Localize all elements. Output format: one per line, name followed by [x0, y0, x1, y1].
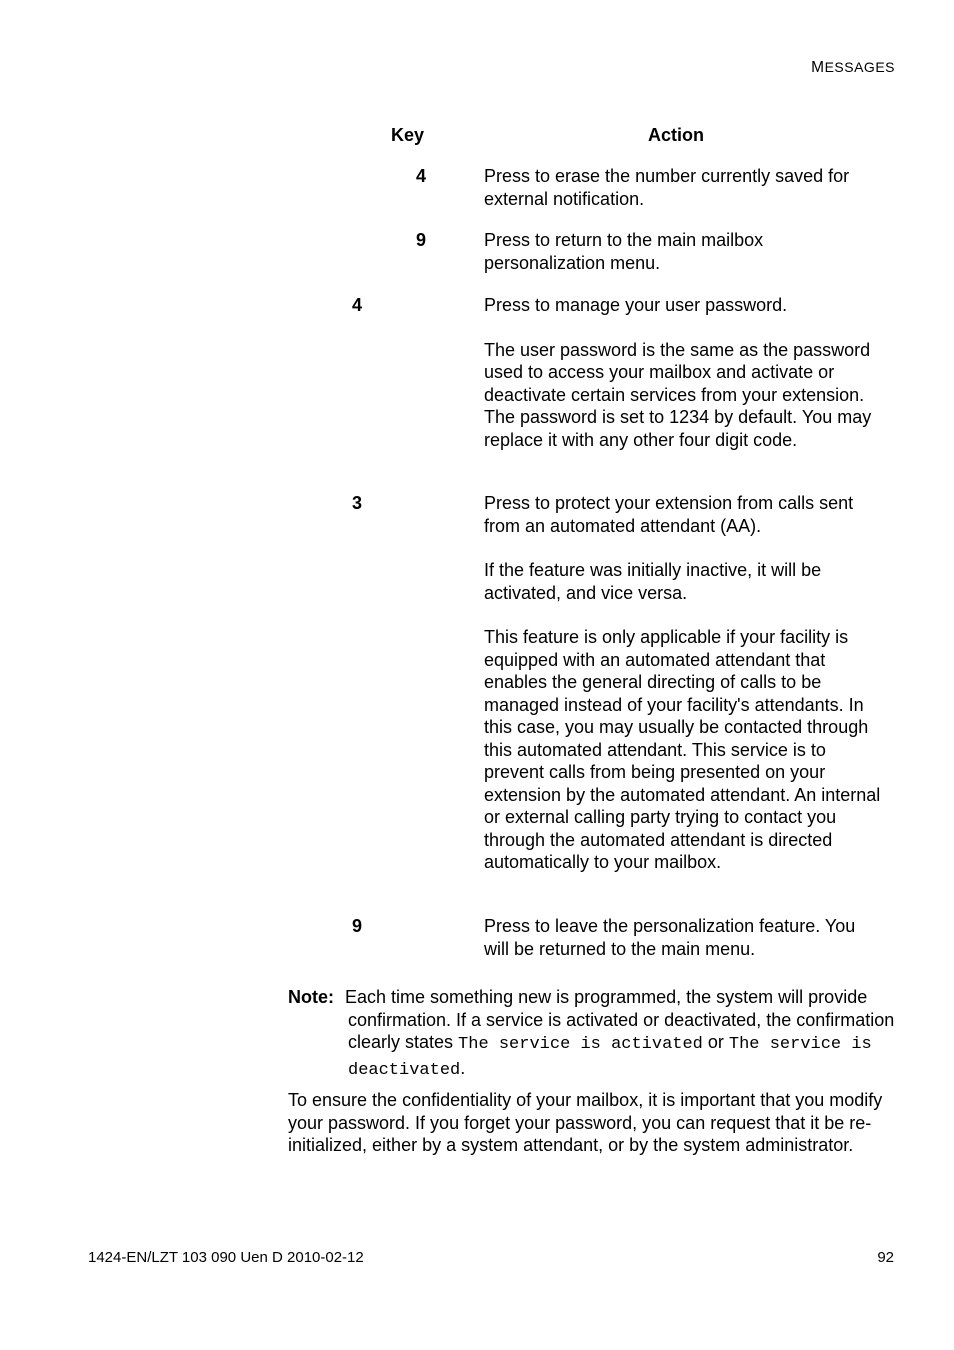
- body-paragraph: To ensure the confidentiality of your mailbox, it is important that you modify your password. If you forget your password, you can request that it be re-initialized, either by a system attendant, or by the system administrator.: [288, 1090, 883, 1155]
- header-rest: ESSAGES: [824, 59, 895, 75]
- running-header: [811, 56, 895, 80]
- column-header-action: Action: [648, 125, 704, 145]
- action-text: This feature is only applicable if your facility is equipped with an automated attendant that enables the general directing of calls to be managed instead of your facility's attendants. In this case, you may usually be contacted through this automated attendant. This service is to prevent calls from being presented on your extension by the automated attendant. An internal or external calling party trying to contact you through the automated attendant is directed automatically to your mailbox.: [484, 627, 881, 872]
- key-cell: 9: [352, 916, 363, 936]
- header-initial: M: [811, 59, 825, 76]
- code-service-deactivated: The service is deactivated: [348, 1035, 872, 1080]
- key-cell: 3: [352, 493, 363, 513]
- action-text: Press to protect your extension from calls sent from an automated attendant (AA).: [484, 493, 854, 536]
- action-text: The user password is the same as the password used to access your mailbox and activate or deactivate certain services from your extension. The password is set to 1234 by default. You may replace it with any other four digit code.: [484, 339, 872, 450]
- key-cell: 9: [416, 230, 427, 250]
- footer-doc-id: 1424-EN/LZT 103 090 Uen D 2010-02-12: [88, 1249, 364, 1266]
- action-cell: [484, 294, 884, 451]
- key-cell: 4: [352, 295, 363, 315]
- action-cell: [484, 229, 884, 274]
- action-text: If the feature was initially inactive, it will be activated, and vice versa.: [484, 560, 822, 603]
- code-service-activated: The service is activated: [458, 1035, 703, 1054]
- action-text: Press to return to the main mailbox personalization menu.: [484, 230, 764, 273]
- note-label: Note:: [288, 987, 334, 1007]
- action-text: Press to erase the number currently saved for external notification.: [484, 166, 850, 209]
- note-text-before: Each time something new is programmed, the system will provide confirmation. If a service is activated or deactivated, the confirmation clearly states: [345, 987, 895, 1052]
- note-block: [288, 986, 898, 1082]
- footer-page-number: 92: [877, 1249, 894, 1266]
- note-text-end: .: [460, 1057, 466, 1078]
- action-text: Press to manage your user password.: [484, 295, 788, 315]
- action-text: Press to leave the personalization feature. You will be returned to the main menu.: [484, 916, 856, 959]
- action-cell: [484, 492, 884, 874]
- column-header-key: Key: [391, 125, 425, 145]
- key-cell: 4: [416, 166, 427, 186]
- action-cell: [484, 915, 884, 960]
- note-text-or: or: [702, 1032, 729, 1052]
- note-text: [345, 986, 898, 1082]
- action-cell: [484, 165, 884, 210]
